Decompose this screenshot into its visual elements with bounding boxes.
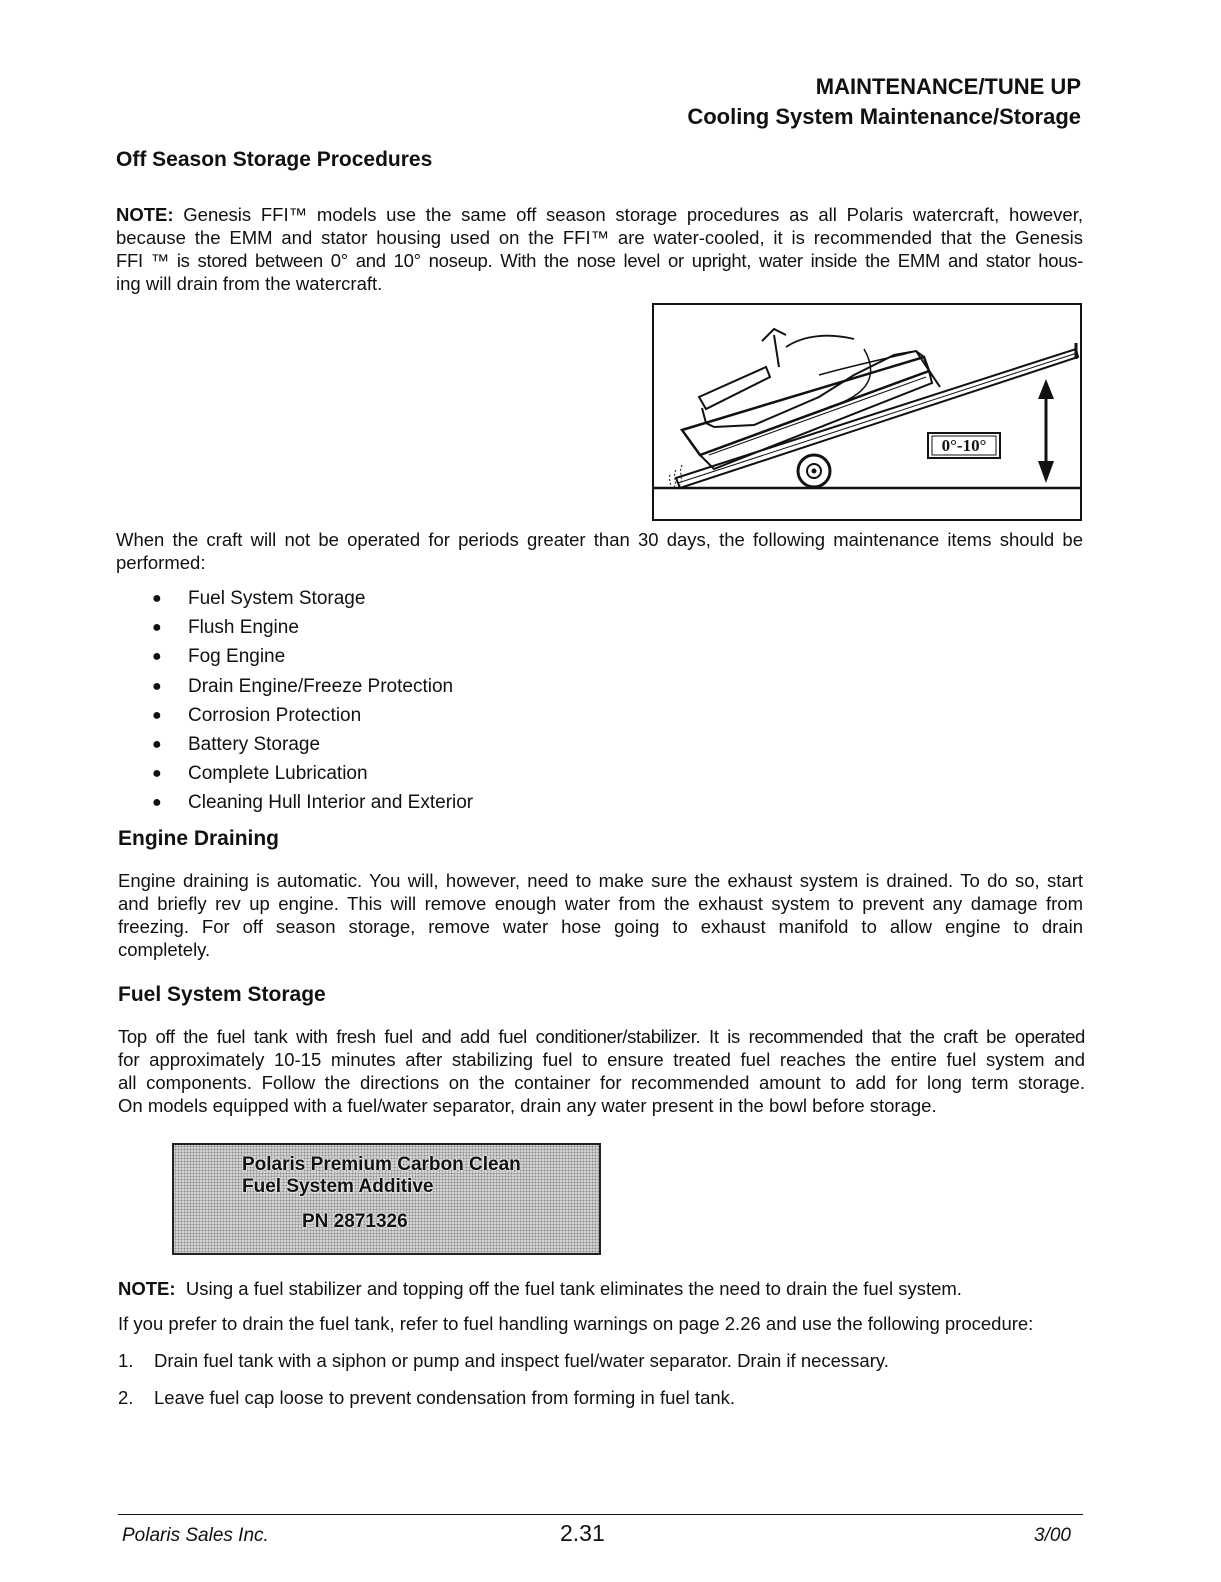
intro-line: When the craft will not be operated for periods greater than 30 days, the following maintenance items should be bbox=[116, 529, 1083, 550]
note-label: NOTE: bbox=[116, 204, 174, 225]
step-number: 1. bbox=[118, 1350, 134, 1371]
note-line: because the EMM and stator housing used on the FFI™ are water-cooled, it is recommended that the Genesis bbox=[116, 227, 1083, 248]
engine-draining-heading: Engine Draining bbox=[118, 827, 280, 850]
product-name: Polaris Premium Carbon Clean bbox=[242, 1154, 521, 1175]
note-label: NOTE: bbox=[118, 1278, 176, 1299]
para-line: completely. bbox=[118, 939, 211, 960]
note-line: Genesis FFI™ models use the same off season storage procedures as all Polaris watercraft, however, bbox=[183, 204, 1083, 225]
step-text: Drain fuel tank with a siphon or pump and inspect fuel/water separator. Drain if necessary. bbox=[154, 1350, 889, 1371]
footer-divider bbox=[118, 1514, 1083, 1515]
product-part-number: PN 2871326 bbox=[302, 1211, 408, 1232]
fuel-note bbox=[118, 1277, 1098, 1300]
list-item: ● Cleaning Hull Interior and Exterior bbox=[152, 792, 474, 814]
page-number: 2.31 bbox=[560, 1520, 605, 1546]
off-season-heading: Off Season Storage Procedures bbox=[116, 148, 433, 171]
note-line: FFI ™ is stored between 0° and 10° noseup. With the nose level or upright, water inside the EMM and stator hous- bbox=[116, 250, 1083, 271]
para-line: all components. Follow the directions on the container for recommended amount to add for long term storage. bbox=[118, 1072, 1085, 1093]
list-item: ● Fuel System Storage bbox=[152, 588, 366, 609]
para-line: Engine draining is automatic. You will, however, need to make sure the exhaust system is drained. To do so, start bbox=[118, 870, 1083, 891]
list-item: ● Corrosion Protection bbox=[152, 704, 362, 726]
maintenance-items-list bbox=[152, 584, 473, 818]
list-item: ● Flush Engine bbox=[152, 617, 299, 639]
fuel-system-text bbox=[118, 1025, 1085, 1117]
list-item: ● Drain Engine/Freeze Protection bbox=[152, 675, 454, 697]
drain-intro: If you prefer to drain the fuel tank, refer to fuel handling warnings on page 2.26 and use the following procedure: bbox=[118, 1313, 1034, 1334]
list-item: ● Fog Engine bbox=[152, 646, 286, 668]
watercraft-trailer-illustration bbox=[654, 305, 1080, 519]
note-text: Using a fuel stabilizer and topping off the fuel tank eliminates the need to drain the fuel system. bbox=[185, 1278, 962, 1299]
maintenance-intro bbox=[116, 528, 1083, 574]
angle-label: 0°-10° bbox=[941, 436, 987, 455]
noseup-storage-figure bbox=[652, 303, 1082, 521]
fuel-system-heading: Fuel System Storage bbox=[118, 983, 326, 1006]
off-season-note bbox=[116, 203, 1083, 295]
procedure-step bbox=[118, 1387, 735, 1409]
step-number: 2. bbox=[118, 1387, 134, 1408]
para-line: and briefly rev up engine. This will remove enough water from the exhaust system to prevent any damage from bbox=[118, 893, 1083, 914]
para-line: Top off the fuel tank with fresh fuel and add fuel conditioner/stabilizer. It is recommended that the craft be operated bbox=[118, 1026, 1085, 1047]
list-item: ● Battery Storage bbox=[152, 733, 321, 755]
footer-company: Polaris Sales Inc. bbox=[122, 1525, 269, 1546]
procedure-step bbox=[118, 1350, 889, 1372]
para-line: freezing. For off season storage, remove water hose going to exhaust manifold to allow engine to drain bbox=[118, 916, 1083, 937]
section-title: MAINTENANCE/TUNE UP bbox=[815, 74, 1081, 99]
para-line: On models equipped with a fuel/water separator, drain any water present in the bowl before storage. bbox=[118, 1095, 937, 1116]
footer-date: 3/00 bbox=[1034, 1525, 1071, 1546]
product-type: Fuel System Additive bbox=[242, 1176, 434, 1197]
note-line: ing will drain from the watercraft. bbox=[116, 273, 383, 294]
step-text: Leave fuel cap loose to prevent condensation from forming in fuel tank. bbox=[154, 1387, 736, 1408]
engine-draining-text bbox=[118, 869, 1083, 961]
subsection-title: Cooling System Maintenance/Storage bbox=[687, 104, 1081, 129]
product-callout bbox=[172, 1143, 601, 1255]
intro-line: performed: bbox=[116, 552, 206, 573]
list-item: ● Complete Lubrication bbox=[152, 763, 368, 785]
para-line: for approximately 10-15 minutes after stabilizing fuel to ensure treated fuel reaches the entire fuel system and bbox=[118, 1049, 1085, 1070]
